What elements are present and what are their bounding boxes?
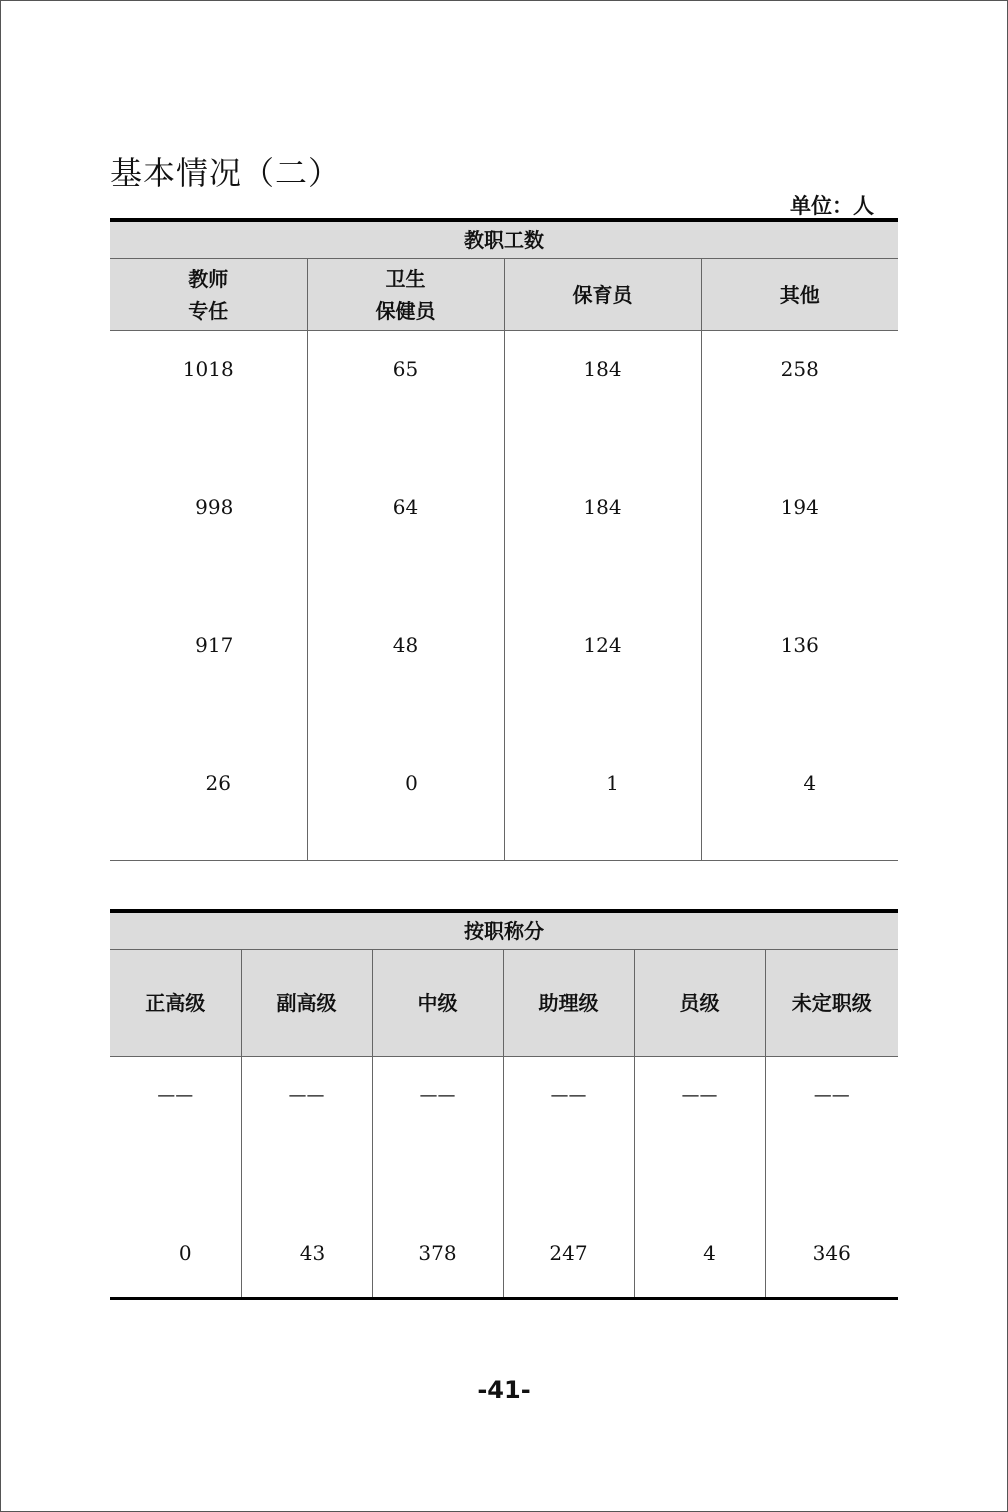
table-row (110, 1209, 898, 1299)
table-cell: 4 (803, 771, 817, 795)
table-row (110, 469, 898, 607)
table-cell: 124 (583, 633, 622, 657)
table-cell: 184 (583, 495, 622, 519)
staff-count-header: 教职工数 (110, 220, 898, 259)
col-header-senior-full: 正高级 (110, 950, 241, 1057)
table-cell: —— (157, 1085, 194, 1106)
col-header-junior: 员级 (634, 950, 765, 1057)
table-cell: 194 (780, 495, 819, 519)
table-cell: 247 (549, 1241, 588, 1265)
table-cell: 0 (178, 1241, 192, 1265)
col-header-assistant: 助理级 (503, 950, 634, 1057)
table-row (110, 331, 898, 470)
table-cell: —— (550, 1085, 587, 1106)
col-header-line: 教师 (188, 266, 229, 291)
col-header-health-worker (307, 259, 504, 331)
table-cell: 1018 (182, 357, 234, 381)
table-row (110, 745, 898, 861)
table-cell: 258 (780, 357, 819, 381)
table-row (110, 607, 898, 745)
table-cell: —— (681, 1085, 718, 1106)
page-number: -41- (477, 1376, 531, 1404)
col-header-full-time-teacher (110, 259, 307, 331)
page-title: 基本情况（二） (110, 154, 342, 192)
col-header-other: 其他 (701, 259, 898, 331)
col-header-untitled: 未定职级 (765, 950, 898, 1057)
table-cell: —— (288, 1085, 325, 1106)
table-cell: 26 (205, 771, 231, 795)
table-cell: —— (419, 1085, 456, 1106)
col-header-senior-associate: 副高级 (241, 950, 372, 1057)
col-header-line: 卫生 (385, 266, 426, 291)
table-cell: 136 (780, 633, 819, 657)
table-cell: 1 (606, 771, 619, 795)
col-header-line: 专任 (188, 298, 229, 323)
table-cell: 0 (405, 771, 418, 795)
title-breakdown-table (110, 909, 898, 1300)
col-header-intermediate: 中级 (372, 950, 503, 1057)
table-cell: 346 (812, 1241, 851, 1265)
table-row (110, 1057, 898, 1210)
table-cell: 48 (392, 633, 419, 657)
table-cell: 917 (195, 633, 234, 657)
table-cell: —— (813, 1085, 850, 1106)
table-cell: 64 (392, 495, 419, 519)
col-header-line: 保健员 (375, 298, 436, 323)
staff-count-table (110, 218, 898, 861)
table-cell: 378 (418, 1241, 457, 1265)
title-breakdown-header: 按职称分 (110, 911, 898, 950)
unit-label: 单位：人 (790, 194, 874, 218)
table-cell: 65 (392, 357, 419, 381)
table-cell: 43 (299, 1241, 326, 1265)
col-header-childcare-worker: 保育员 (504, 259, 701, 331)
table-cell: 184 (583, 357, 622, 381)
table-cell: 4 (703, 1241, 716, 1265)
table-cell: 998 (195, 495, 234, 519)
